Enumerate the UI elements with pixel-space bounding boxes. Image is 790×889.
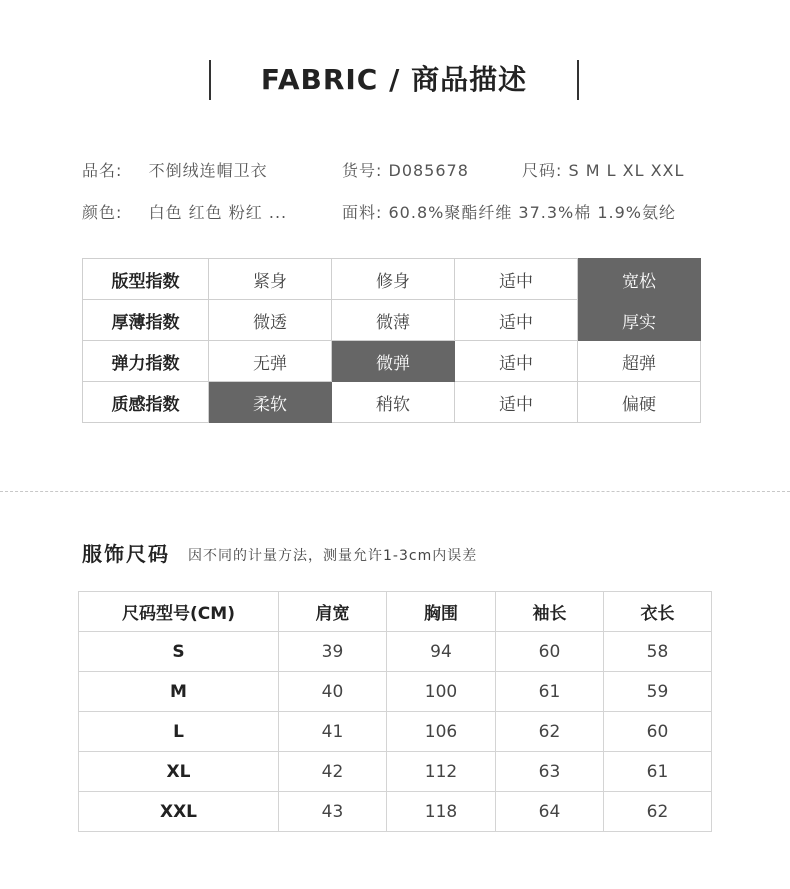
fabric-option: 适中 [455,300,578,341]
fabric-row-label: 弹力指数 [83,341,209,382]
section-divider [0,491,790,492]
size-cell: XL [79,752,279,792]
table-row [79,672,712,712]
fabric-row-label: 厚薄指数 [83,300,209,341]
fabric-option: 紧身 [209,259,332,300]
size-table-header-row [79,592,712,632]
table-row [79,792,712,832]
table-row [79,712,712,752]
header-right-bar [577,60,579,100]
size-header-cell: 衣长 [604,592,712,632]
size-cell: 58 [604,632,712,672]
size-cell: 61 [496,672,604,712]
size-cell: L [79,712,279,752]
table-row [79,752,712,792]
fabric-option-selected: 厚实 [578,300,701,341]
product-size-label: 尺码: [522,161,563,180]
fabric-option: 偏硬 [578,382,701,423]
size-section-title: 服饰尺码 [82,542,170,566]
product-name-value: 不倒绒连帽卫衣 [148,161,268,180]
fabric-row-elasticity [83,341,701,382]
size-cell: 63 [496,752,604,792]
size-cell: M [79,672,279,712]
product-size-value: S M L XL XXL [568,161,685,180]
fabric-row-label: 质感指数 [83,382,209,423]
product-sku-row [342,158,469,181]
size-cell: 40 [279,672,387,712]
page-title: FABRIC / 商品描述 [260,63,528,96]
size-cell: 42 [279,752,387,792]
fabric-index-table [82,258,701,423]
fabric-option: 适中 [455,382,578,423]
product-name-label: 品名: [82,161,123,180]
size-cell: 41 [279,712,387,752]
size-cell: 94 [387,632,496,672]
size-cell: 112 [387,752,496,792]
fabric-option: 微透 [209,300,332,341]
fabric-row-texture [83,382,701,423]
product-color-row [82,200,287,223]
product-sku-value: D085678 [388,161,469,180]
size-cell: 39 [279,632,387,672]
size-header-cell: 尺码型号(CM) [79,592,279,632]
product-sku-label: 货号: [342,161,383,180]
size-cell: 100 [387,672,496,712]
size-cell: 59 [604,672,712,712]
fabric-option: 稍软 [332,382,455,423]
size-cell: 118 [387,792,496,832]
size-cell: S [79,632,279,672]
product-size-row [522,158,684,181]
size-cell: 64 [496,792,604,832]
size-cell: 43 [279,792,387,832]
fabric-option: 修身 [332,259,455,300]
size-cell: 62 [496,712,604,752]
size-header-cell: 袖长 [496,592,604,632]
fabric-option-selected: 柔软 [209,382,332,423]
fabric-row-fit [83,259,701,300]
fabric-option: 适中 [455,341,578,382]
size-cell: 60 [496,632,604,672]
fabric-option: 无弹 [209,341,332,382]
size-table [78,591,712,832]
fabric-option-selected: 宽松 [578,259,701,300]
size-cell: 62 [604,792,712,832]
fabric-row-thickness [83,300,701,341]
product-material-label: 面料: [342,203,383,222]
product-color-value: 白色 红色 粉红 ... [148,203,288,222]
fabric-row-label: 版型指数 [83,259,209,300]
table-row [79,632,712,672]
fabric-option: 适中 [455,259,578,300]
size-header-cell: 肩宽 [279,592,387,632]
size-cell: 60 [604,712,712,752]
fabric-option: 超弹 [578,341,701,382]
fabric-option: 微薄 [332,300,455,341]
size-section-note: 因不同的计量方法，测量允许1-3cm内误差 [188,548,478,564]
size-cell: XXL [79,792,279,832]
product-material-row [342,200,676,223]
size-cell: 106 [387,712,496,752]
size-cell: 61 [604,752,712,792]
product-name-row [82,158,268,181]
size-header-cell: 胸围 [387,592,496,632]
product-material-value: 60.8%聚酯纤维 37.3%棉 1.9%氨纶 [388,203,676,222]
fabric-option-selected: 微弹 [332,341,455,382]
product-color-label: 颜色: [82,203,123,222]
